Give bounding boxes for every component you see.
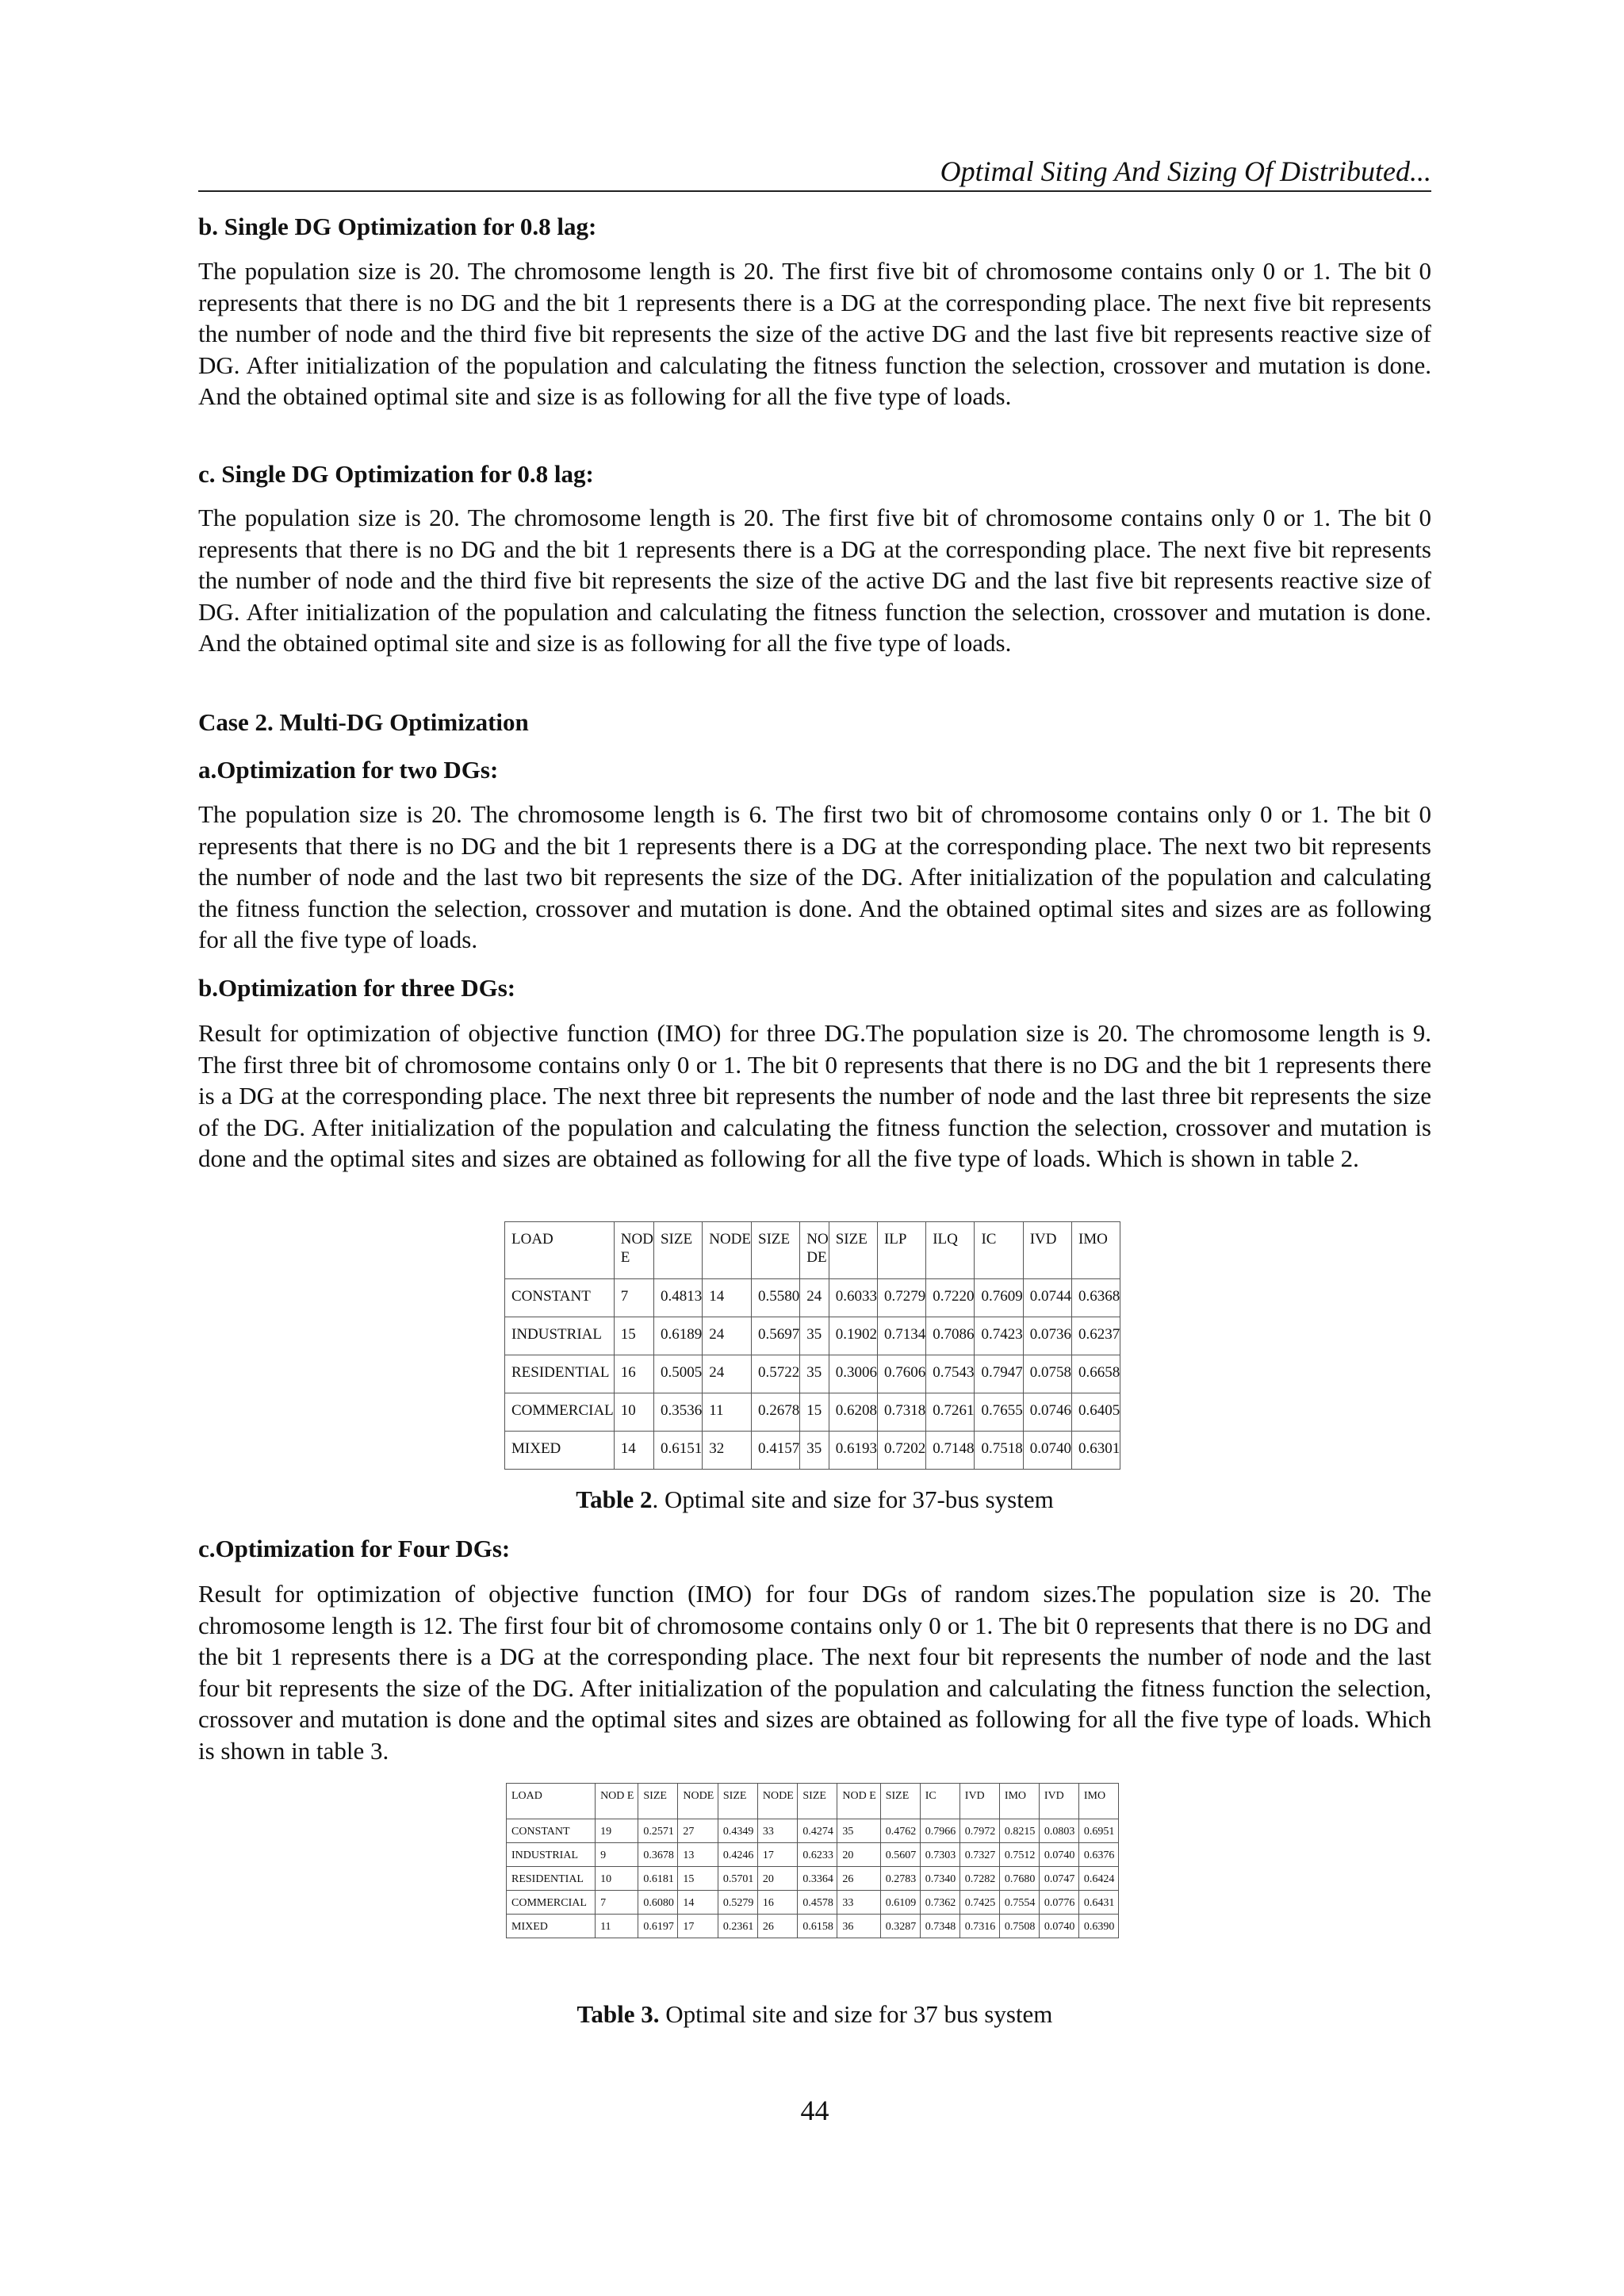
table-cell: RESIDENTIAL (505, 1355, 615, 1393)
table-header-cell: IC (975, 1222, 1023, 1279)
table-cell: 0.5701 (718, 1867, 757, 1891)
table-cell: 35 (837, 1819, 880, 1843)
table-cell: 14 (614, 1432, 653, 1470)
table-cell: 0.7606 (877, 1355, 925, 1393)
table-cell: 0.7279 (877, 1279, 925, 1317)
table-header-cell: ILP (877, 1222, 925, 1279)
table-cell: 24 (703, 1317, 752, 1355)
table-cell: 14 (703, 1279, 752, 1317)
table-2-caption-text: . Optimal site and size for 37-bus system (652, 1485, 1054, 1513)
table-header-cell: NOD E (596, 1784, 638, 1819)
table-row (507, 1867, 1119, 1891)
heading-two-dgs: a.Optimization for two DGs: (198, 756, 499, 784)
table-header-cell: IVD (959, 1784, 999, 1819)
table-cell: 0.7362 (920, 1891, 959, 1915)
table-cell: 0.6424 (1078, 1867, 1118, 1891)
table-header-cell: NODE (757, 1784, 797, 1819)
table-cell: 10 (596, 1867, 638, 1891)
paragraph-single-dg-c: The population size is 20. The chromosome length is 20. The first five bit of chromosome contains only 0 or 1. The bit 0 represents that there is no DG and the bit 1 represents there is a DG at the corresponding place. The next five bit represents the number of node and the third five bit represents the size of the active DG and the last five bit represents reactive size of DG. After initialization of the population and calculating the fitness function the selection, crossover and mutation is done. And the obtained optimal site and size is as following for all the five type of loads. (198, 504, 1431, 657)
paragraph-four-dgs: Result for optimization of objective function (IMO) for four DGs of random sizes.The population size is 20. The chromosome length is 12. The first four bit of chromosome contains only 0 or 1. The bit 0 represents that there is no DG and the bit 1 represents there is a DG at the corresponding place. The next four bit represents the number of node and the last four bit represents the size of the DG. After initialization of the population and calculating the fitness function the selection, crossover and mutation is done and the optimal sites and sizes are obtained as following for all the five type of loads. Which is shown in table 3. (198, 1580, 1431, 1765)
paragraph-three-dgs: Result for optimization of objective function (IMO) for three DG.The population size is 20. The chromosome length is 9. The first three bit of chromosome contains only 0 or 1. The bit 0 represents that there is no DG and the bit 1 represents there is a DG at the corresponding place. The next three bit represents the number of node and the last three bit represents the size of the DG. After initialization of the population and calculating the fitness function the selection, crossover and mutation is done and the optimal sites and sizes are obtained as following for all the five type of loads. Which is shown in table 2. (198, 1019, 1431, 1173)
table-cell: 0.7220 (926, 1279, 975, 1317)
table-cell: 0.7086 (926, 1317, 975, 1355)
table-cell: 11 (596, 1915, 638, 1938)
table-cell: 0.6181 (638, 1867, 678, 1891)
table-cell: 0.3364 (798, 1867, 837, 1891)
paragraph-single-dg-b: The population size is 20. The chromosome length is 20. The first five bit of chromosome contains only 0 or 1. The bit 0 represents that there is no DG and the bit 1 represents there is a DG at the corresponding place. The next five bit represents the number of node and the third five bit represents the size of the active DG and the last five bit represents reactive size of DG. After initialization of the population and calculating the fitness function the selection, crossover and mutation is done. And the obtained optimal site and size is as following for all the five type of loads. (198, 257, 1431, 411)
table-cell: 0.1902 (829, 1317, 877, 1355)
table-cell: 20 (757, 1867, 797, 1891)
table-cell: 14 (678, 1891, 718, 1915)
table-header-cell: IVD (1023, 1222, 1071, 1279)
table-cell: 0.0744 (1023, 1279, 1071, 1317)
table-cell: 35 (800, 1317, 829, 1355)
table-2 (504, 1221, 1120, 1470)
table-cell: 0.6151 (653, 1432, 702, 1470)
table-header-cell: IVD (1039, 1784, 1078, 1819)
table-header-cell: SIZE (752, 1222, 800, 1279)
table-cell: 35 (800, 1432, 829, 1470)
table-cell: 0.7966 (920, 1819, 959, 1843)
table-cell: 0.7518 (975, 1432, 1023, 1470)
table-cell: 0.7972 (959, 1819, 999, 1843)
table-cell: 0.3678 (638, 1843, 678, 1867)
table-row (507, 1891, 1119, 1915)
table-cell: 26 (837, 1867, 880, 1891)
table-cell: 0.7512 (999, 1843, 1039, 1867)
heading-three-dgs: b.Optimization for three DGs: (198, 974, 516, 1002)
table-header-cell: SIZE (638, 1784, 678, 1819)
table-cell: 0.3287 (880, 1915, 920, 1938)
table-header-cell: IMO (999, 1784, 1039, 1819)
table-cell: 17 (757, 1843, 797, 1867)
table-cell: 0.4157 (752, 1432, 800, 1470)
table-header-row (505, 1222, 1120, 1279)
table-header-cell: LOAD (505, 1222, 615, 1279)
table-cell: 0.7425 (959, 1891, 999, 1915)
table-cell: 0.6189 (653, 1317, 702, 1355)
table-cell: 0.2571 (638, 1819, 678, 1843)
table-cell: INDUSTRIAL (505, 1317, 615, 1355)
table-cell: 0.2678 (752, 1393, 800, 1432)
table-cell: 0.5580 (752, 1279, 800, 1317)
table-cell: 0.5697 (752, 1317, 800, 1355)
table-cell: 0.7202 (877, 1432, 925, 1470)
table-cell: 26 (757, 1915, 797, 1938)
table-cell: 0.5607 (880, 1843, 920, 1867)
table-cell: 0.7134 (877, 1317, 925, 1355)
table-header-cell: SIZE (653, 1222, 702, 1279)
table-cell: 7 (614, 1279, 653, 1317)
table-cell: MIXED (507, 1915, 596, 1938)
header-rule (198, 190, 1431, 192)
table-cell: 0.7261 (926, 1393, 975, 1432)
table-2-caption (198, 1485, 1431, 1514)
table-cell: 15 (800, 1393, 829, 1432)
table-cell: 0.4578 (798, 1891, 837, 1915)
table-cell: 0.7947 (975, 1355, 1023, 1393)
table-cell: 11 (703, 1393, 752, 1432)
table-cell: 0.0736 (1023, 1317, 1071, 1355)
table-cell: 0.7423 (975, 1317, 1023, 1355)
table-cell: 32 (703, 1432, 752, 1470)
table-cell: 0.6951 (1078, 1819, 1118, 1843)
table-cell: 0.6158 (798, 1915, 837, 1938)
table-row (505, 1393, 1120, 1432)
table-cell: 0.7543 (926, 1355, 975, 1393)
table-header-cell: IC (920, 1784, 959, 1819)
table-cell: CONSTANT (507, 1819, 596, 1843)
table-header-cell: ILQ (926, 1222, 975, 1279)
table-header-cell: SIZE (798, 1784, 837, 1819)
table-cell: 0.0740 (1039, 1915, 1078, 1938)
table-header-cell: IMO (1078, 1784, 1118, 1819)
table-cell: 0.6033 (829, 1279, 877, 1317)
table-cell: 0.6233 (798, 1843, 837, 1867)
table-row (507, 1819, 1119, 1843)
table-cell: 17 (678, 1915, 718, 1938)
table-cell: 0.4762 (880, 1819, 920, 1843)
table-cell: 0.7318 (877, 1393, 925, 1432)
table-cell: 33 (757, 1819, 797, 1843)
table-cell: 0.7340 (920, 1867, 959, 1891)
table-cell: 0.0740 (1023, 1432, 1071, 1470)
table-cell: 0.3006 (829, 1355, 877, 1393)
heading-case-2: Case 2. Multi-DG Optimization (198, 708, 529, 736)
table-cell: 0.7609 (975, 1279, 1023, 1317)
table-header-cell: IMO (1071, 1222, 1120, 1279)
table-cell: 0.2361 (718, 1915, 757, 1938)
table-cell: 0.4274 (798, 1819, 837, 1843)
table-cell: 7 (596, 1891, 638, 1915)
table-row (507, 1915, 1119, 1938)
table-cell: 16 (757, 1891, 797, 1915)
table-cell: 0.6208 (829, 1393, 877, 1432)
page-number: 44 (800, 2095, 829, 2126)
table-header-cell: NOD E (614, 1222, 653, 1279)
table-header-cell: SIZE (880, 1784, 920, 1819)
table-3-caption (198, 2000, 1431, 2029)
table-cell: 0.6376 (1078, 1843, 1118, 1867)
table-cell: 9 (596, 1843, 638, 1867)
table-header-cell: LOAD (507, 1784, 596, 1819)
table-cell: MIXED (505, 1432, 615, 1470)
table-cell: 0.6658 (1071, 1355, 1120, 1393)
table-2-caption-label: Table 2 (576, 1485, 653, 1513)
table-cell: 0.6390 (1078, 1915, 1118, 1938)
table-cell: 0.6197 (638, 1915, 678, 1938)
table-cell: 35 (800, 1355, 829, 1393)
table-cell: 0.0740 (1039, 1843, 1078, 1867)
table-cell: 0.6405 (1071, 1393, 1120, 1432)
table-cell: 16 (614, 1355, 653, 1393)
table-cell: 0.7554 (999, 1891, 1039, 1915)
table-cell: 0.7303 (920, 1843, 959, 1867)
table-3 (506, 1783, 1119, 1938)
table-cell: 0.7508 (999, 1915, 1039, 1938)
table-cell: 0.7680 (999, 1867, 1039, 1891)
table-cell: 20 (837, 1843, 880, 1867)
table-cell: 10 (614, 1393, 653, 1432)
table-cell: COMMERCIAL (507, 1891, 596, 1915)
table-cell: 0.4813 (653, 1279, 702, 1317)
table-cell: 0.7148 (926, 1432, 975, 1470)
table-cell: 0.5279 (718, 1891, 757, 1915)
table-3-caption-label: Table 3. (576, 2000, 660, 2028)
table-cell: 0.0776 (1039, 1891, 1078, 1915)
table-cell: 24 (800, 1279, 829, 1317)
table-cell: INDUSTRIAL (507, 1843, 596, 1867)
table-cell: 36 (837, 1915, 880, 1938)
table-cell: 0.4246 (718, 1843, 757, 1867)
table-cell: 0.6368 (1071, 1279, 1120, 1317)
table-header-row (507, 1784, 1119, 1819)
table-cell: CONSTANT (505, 1279, 615, 1317)
table-cell: 24 (703, 1355, 752, 1393)
table-3-caption-text: Optimal site and size for 37 bus system (659, 2000, 1053, 2028)
heading-single-dg-b: b. Single DG Optimization for 0.8 lag: (198, 213, 597, 240)
table-row (505, 1355, 1120, 1393)
table-cell: 0.6431 (1078, 1891, 1118, 1915)
table-header-cell: NOD E (837, 1784, 880, 1819)
table-cell: 0.2783 (880, 1867, 920, 1891)
table-cell: 15 (678, 1867, 718, 1891)
table-row (505, 1432, 1120, 1470)
heading-single-dg-c: c. Single DG Optimization for 0.8 lag: (198, 460, 594, 488)
table-header-cell: SIZE (829, 1222, 877, 1279)
table-cell: 0.7655 (975, 1393, 1023, 1432)
running-header: Optimal Siting And Sizing Of Distributed... (940, 155, 1431, 187)
table-header-cell: NODE (678, 1784, 718, 1819)
table-cell: 15 (614, 1317, 653, 1355)
table-cell: 0.5722 (752, 1355, 800, 1393)
table-cell: 0.7282 (959, 1867, 999, 1891)
table-cell: 13 (678, 1843, 718, 1867)
table-cell: 33 (837, 1891, 880, 1915)
table-cell: 0.6237 (1071, 1317, 1120, 1355)
table-cell: 0.0746 (1023, 1393, 1071, 1432)
table-row (505, 1279, 1120, 1317)
table-cell: 0.0747 (1039, 1867, 1078, 1891)
table-row (505, 1317, 1120, 1355)
table-cell: RESIDENTIAL (507, 1867, 596, 1891)
table-cell: 19 (596, 1819, 638, 1843)
table-cell: 0.7327 (959, 1843, 999, 1867)
table-header-cell: NO DE (800, 1222, 829, 1279)
table-cell: 0.0803 (1039, 1819, 1078, 1843)
paragraph-two-dgs: The population size is 20. The chromosome length is 6. The first two bit of chromosome contains only 0 or 1. The bit 0 represents that there is no DG and the bit 1 represents there is a DG at the corresponding place. The next two bit represents the number of node and the last two bit represents the size of the DG. After initialization of the population and calculating the fitness function the selection, crossover and mutation is done. And the obtained optimal sites and sizes are as following for all the five type of loads. (198, 800, 1431, 954)
table-cell: 0.5005 (653, 1355, 702, 1393)
table-cell: 0.6301 (1071, 1432, 1120, 1470)
table-cell: 0.3536 (653, 1393, 702, 1432)
table-cell: 0.7348 (920, 1915, 959, 1938)
table-cell: 0.6080 (638, 1891, 678, 1915)
table-row (507, 1843, 1119, 1867)
table-cell: 0.7316 (959, 1915, 999, 1938)
table-cell: 0.6109 (880, 1891, 920, 1915)
table-cell: COMMERCIAL (505, 1393, 615, 1432)
table-cell: 0.6193 (829, 1432, 877, 1470)
table-cell: 27 (678, 1819, 718, 1843)
table-cell: 0.8215 (999, 1819, 1039, 1843)
table-header-cell: SIZE (718, 1784, 757, 1819)
heading-four-dgs: c.Optimization for Four DGs: (198, 1535, 511, 1562)
table-cell: 0.4349 (718, 1819, 757, 1843)
table-header-cell: NODE (703, 1222, 752, 1279)
table-cell: 0.0758 (1023, 1355, 1071, 1393)
